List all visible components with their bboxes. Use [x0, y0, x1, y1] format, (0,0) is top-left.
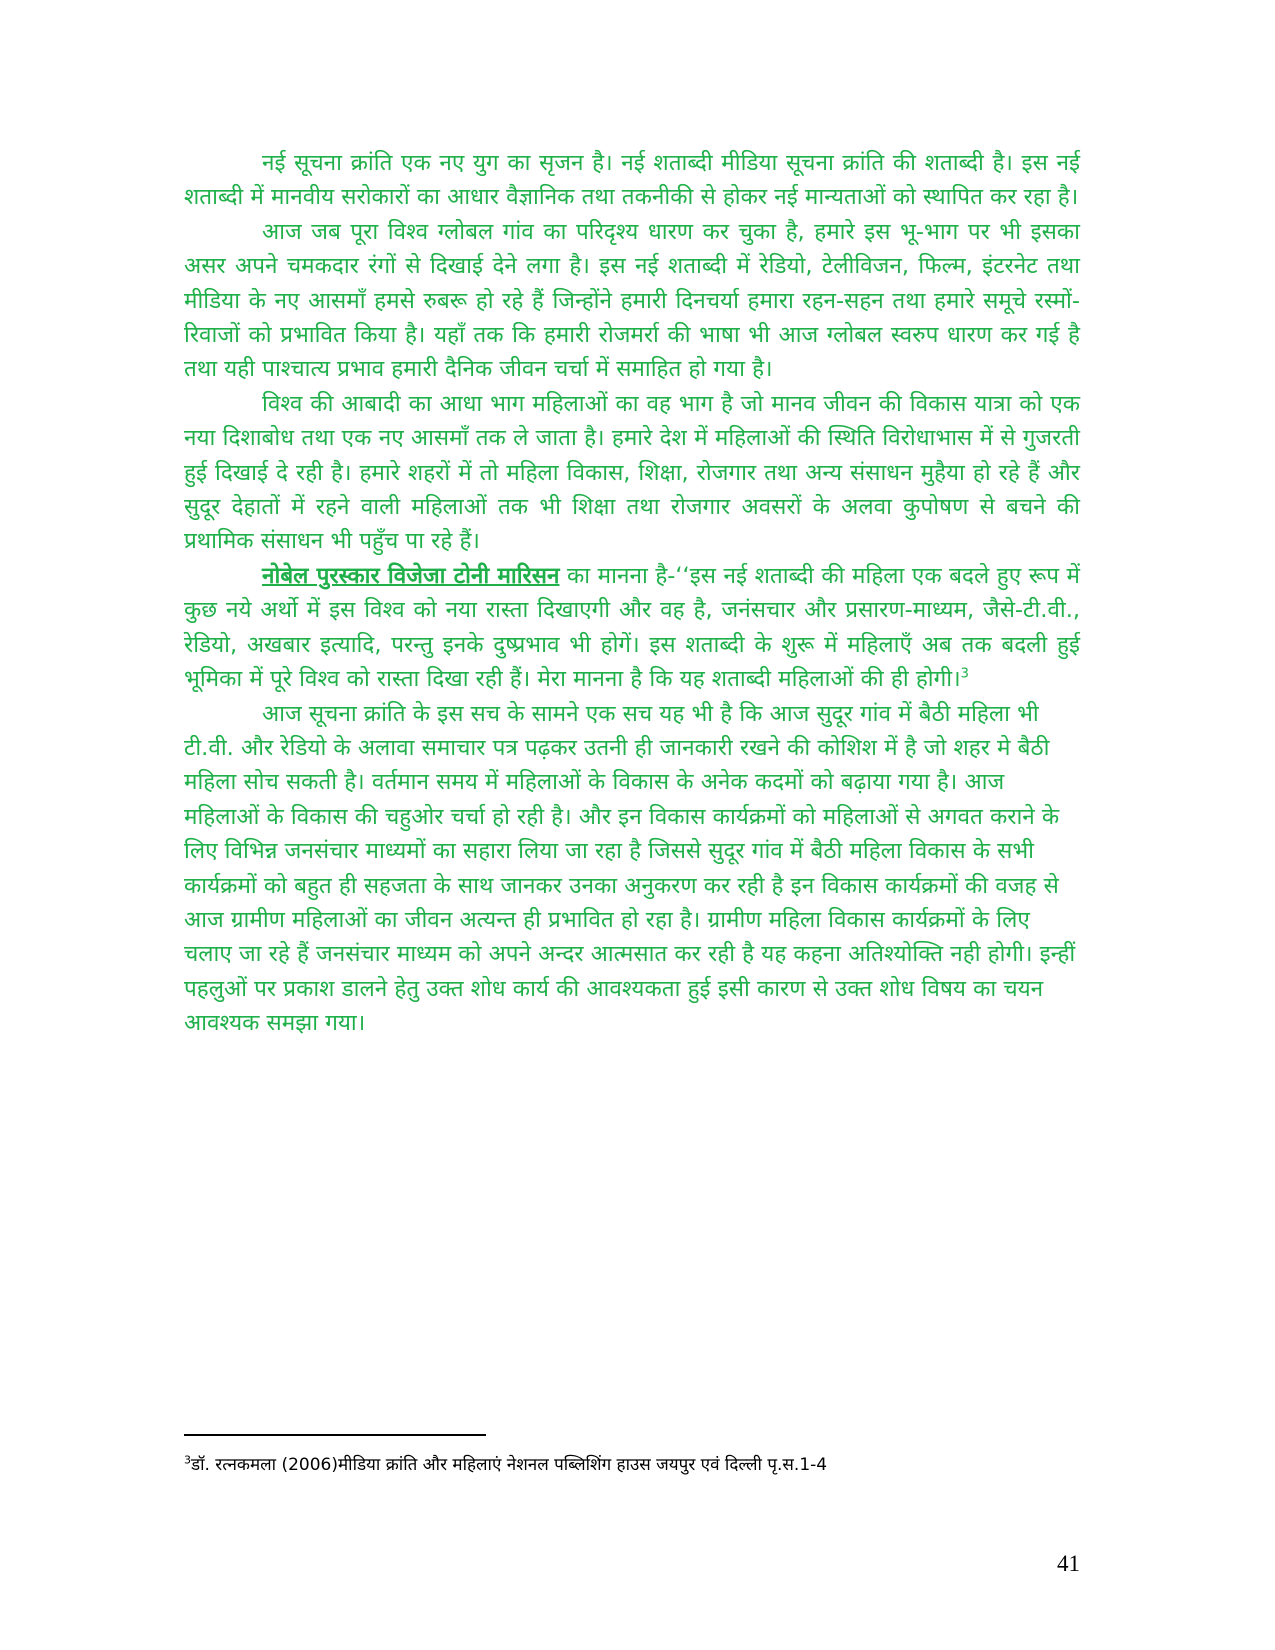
body-text: [184, 146, 1080, 1041]
footnote-text: डॉ. रत्नकमला (2006)मीडिया क्रांति और महिलाएं नेशनल पब्लिशिंग हाउस जयपुर एवं दिल्ली पृ.स.1-4: [191, 1455, 828, 1475]
paragraph-1: नई सूचना क्रांति एक नए युग का सृजन है। नई शताब्दी मीडिया सूचना क्रांति की शताब्दी है। इस नई शताब्दी में मानवीय सरोकारों का आधार वैज्ञानिक तथा तकनीकी से होकर नई मान्यताओं को स्थापित कर रहा है।: [184, 150, 1080, 211]
paragraph-5: आज सूचना क्रांति के इस सच के सामने एक सच यह भी है कि आज सुदूर गांव में बैठी महिला भी टी.वी. और रेडियो के अलावा समाचार पत्र पढ़कर उतनी ही जानकारी रखने की कोशिश में है जो शहर मे बैठी महिला सोच सकती है। वर्तमान समय में महिलाओं के विकास के अनेक कदमों को बढ़ाया गया है। आज महिलाओं के विकास की चहुओर चर्चा हो रही है। और इन विकास कार्यक्रमों को महिलाओं से अगवत कराने के लिए विभिन्न जनसंचार माध्यमों का सहारा लिया जा रहा है जिससे सुदूर गांव में बैठी महिला विकास के सभी कार्यक्रमों को बहुत ही सहजता के साथ जानकर उनका अनुकरण कर रही है इन विकास कार्यक्रमों की वजह से आज ग्रामीण महिलाओं का जीवन अत्यन्त ही प्रभावित हो रहा है। ग्रामीण महिला विकास कार्यक्रमों के लिए चलाए जा रहे हैं जनसंचार माध्यम को अपने अन्दर आत्मसात कर रही है यह कहना अतिश्योक्ति नही होगी। इन्हीं पहलुओं पर प्रकाश डालने हेतु उक्त शोध कार्य की आवश्यकता हुई इसी कारण से उक्त शोध विषय का चयन आवश्यक समझा गया।: [184, 700, 1076, 1037]
footnote-number: 3: [184, 1453, 191, 1467]
paragraph-4-quote: [184, 559, 1080, 697]
nobel-laureate-name: नोबेल पुरस्कार विजेजा टोनी मारिसन: [262, 562, 560, 589]
page-number: 41: [1057, 1551, 1080, 1576]
footnote-divider: [184, 1434, 486, 1436]
paragraph-3: विश्व की आबादी का आधा भाग महिलाओं का वह भाग है जो मानव जीवन की विकास यात्रा को एक नया दिशाबोध तथा एक नए आसमाँ तक ले जाता है। हमारे देश में महिलाओं की स्थिति विरोधाभास में से गुजरती हुई दिखाई दे रही है। हमारे शहरों में तो महिला विकास, शिक्षा, रोजगार तथा अन्य संसाधन मुहैया हो रहे हैं और सुदूर देहातों में रहने वाली महिलाओं तक भी शिक्षा तथा रोजगार अवसरों के अलवा कुपोषण से बचने की प्रथामिक संसाधन भी पहुँच पा रहे हैं।: [184, 390, 1080, 555]
footnote-reference: 3: [960, 666, 969, 682]
footnote: [184, 1453, 1080, 1477]
quote-text: का मानना है-‘‘इस नई शताब्दी की महिला एक बदले हुए रूप में कुछ नये अर्थो में इस विश्व को नया रास्ता दिखाएगी और वह है, जनंसचार और प्रसारण-माध्यम, जैसे-टी.वी., रेडियो, अखबार इत्यादि, परन्तु इनके दुष्प्रभाव भी होगें। इस शताब्दी के शुरू में महिलाएँ अब तक बदली हुई भूमिका में पूरे विश्व को रास्ता दिखा रही हैं। मेरा मानना है कि यह शताब्दी महिलाओं की ही होगी।: [184, 562, 1081, 693]
paragraph-2: आज जब पूरा विश्व ग्लोबल गांव का परिदृश्य धारण कर चुका है, हमारे इस भू-भाग पर भी इसका असर अपने चमकदार रंगों से दिखाई देने लगा है। इस नई शताब्दी में रेडियो, टेलीविजन, फिल्म, इंटरनेट तथा मीडिया के नए आसमाँ हमसे रुबरू हो रहे हैं जिन्होंने हमारी दिनचर्या हमारा रहन-सहन तथा हमारे समूचे रस्मों-रिवाजों को प्रभावित किया है। यहाँ तक कि हमारी रोजमर्रा की भाषा भी आज ग्लोबल स्वरुप धारण कर गई है तथा यही पाश्चात्य प्रभाव हमारी दैनिक जीवन चर्चा में समाहित हो गया है।: [184, 218, 1080, 383]
